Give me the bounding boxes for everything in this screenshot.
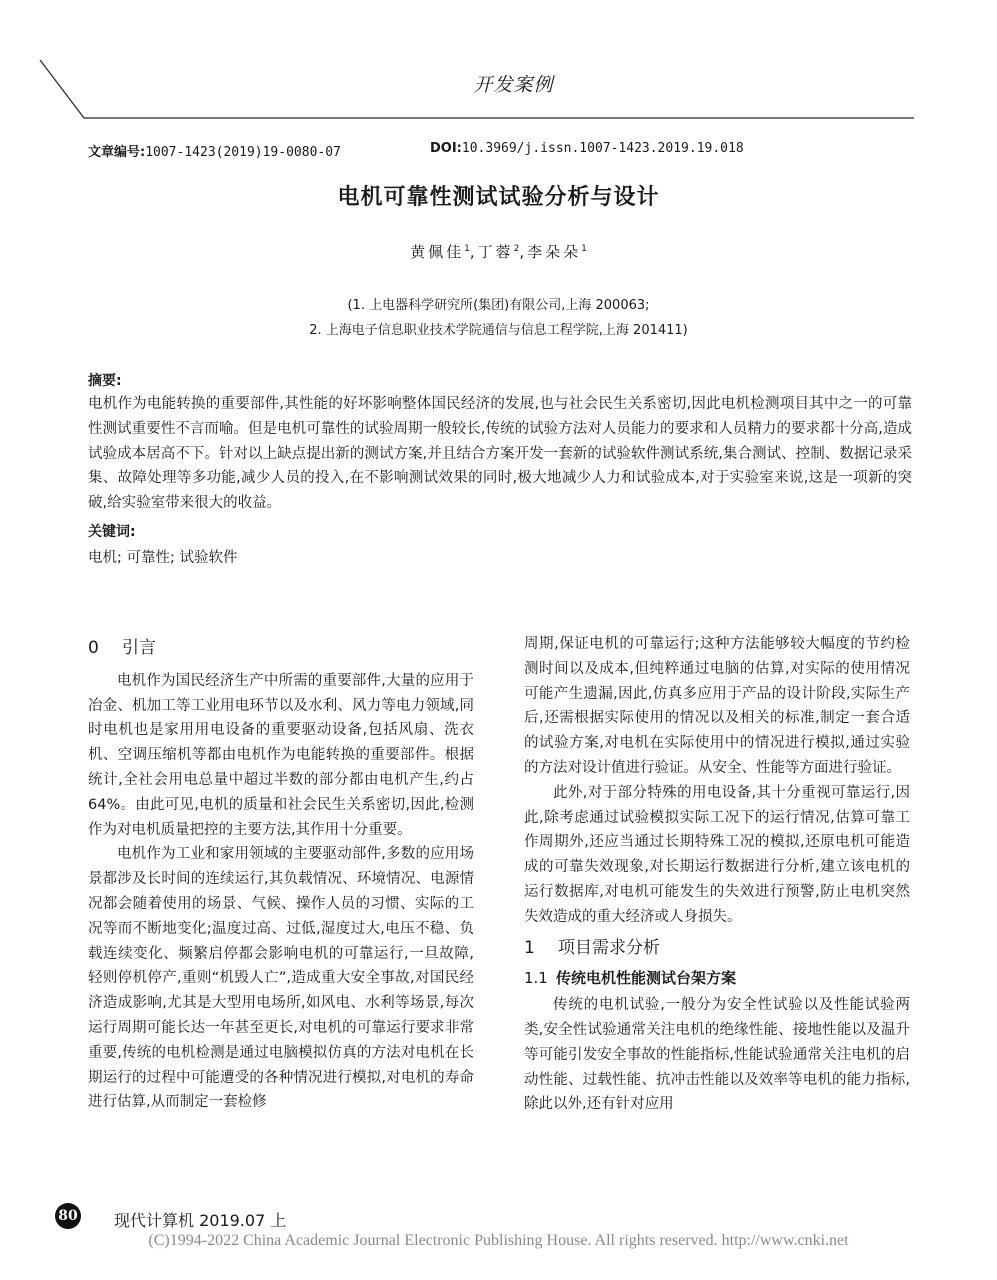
copyright-notice: (C)1994-2022 China Academic Journal Electronic Publishing House. All rights reserved. http://www.cnki.net — [148, 1232, 849, 1249]
abstract-text: 电机作为电能转换的重要部件,其性能的好坏影响整体国民经济的发展,也与社会民生关系密切,因此电机检测项目其中之一的可靠性测试重要性不言而喻。但是电机可靠性的试验周期一般较长,传统的试验方法对人员能力的要求和人员精力的要求都十分高,造成试验成本居高不下。针对以上缺点提出新的测试方案,并且结合方案开发一套新的试验软件测试系统,集合测试、控制、数据记录采集、故障处理等多功能,减少人员的投入,在不影响测试效果的同时,极大地减少人力和试验成本,对于实验室来说,这是一项新的突破,给实验室带来很大的收益。 — [88, 396, 912, 512]
paragraph: 此外,对于部分特殊的用电设备,其十分重视可靠运行,因此,除考虑通过试验模拟实际工况下的运行情况,估算可靠工作周期外,还应当通过长期特殊工况的模拟,还原电机可能造成的可靠失效现象,对长期运行数据进行分析,建立该电机的运行数据库,对电机可能发生的失效进行预警,防止电机突然失效造成的重大经济或人身损失。 — [524, 784, 910, 925]
abstract-label: 摘要: — [88, 373, 122, 389]
article-number — [88, 141, 341, 160]
subsection-number: 1.1 — [524, 969, 548, 988]
subsection-title: 传统电机性能测试台架方案 — [556, 969, 737, 988]
section-title: 项目需求分析 — [558, 937, 660, 958]
author-name: 李朵朵 — [527, 243, 582, 261]
author-list — [0, 241, 997, 262]
paragraph: 电机作为工业和家用领域的主要驱动部件,多数的应用场景都涉及长时间的连续运行,其负载情况、环境情况、电源情况都会随着使用的场景、气候、操作人员的习惯、实际的工况等而不断地变化;温度过高、过低,湿度过大,电压不稳、负载连续变化、频繁启停都会影响电机的可靠运行,一旦故障,轻则停机停产,重则“机毁人亡”,造成重大安全事故,对国民经济造成影响,尤其是大型用电场所,如风电、水利等场景,每次运行周期可能长达一年甚至更长,对电机的可靠运行要求非常重要,传统的电机检测是通过电脑模拟仿真的方法对电机在长期运行的过程中可能遭受的各种情况进行模拟,对电机的寿命进行估算,从而制定一套检修 — [88, 846, 474, 1111]
author-affil-mark: 1 — [581, 244, 587, 254]
affiliation-1: (1. 上电器科学研究所(集团)有限公司,上海 200063; — [347, 298, 650, 313]
author-affil-mark: 1 — [464, 244, 470, 254]
section-number: 1 — [524, 937, 535, 958]
section-heading-1 — [524, 936, 910, 961]
section-heading-intro — [88, 636, 474, 661]
author-affil-mark: 2 — [513, 244, 520, 254]
paragraph-continued: 周期,保证电机的可靠运行;这种方法能够较大幅度的节约检测时间以及成本,但纯粹通过电脑的估算,对实际的使用情况可能产生遗漏,因此,仿真多应用于产品的设计阶段,实际生产后,还需根据实际使用的情况以及相关的标准,制定一套合适的试验方案,对电机在实际使用中的情况进行模拟,通过实验的方法对设计值进行验证。从安全、性能等方面进行验证。 — [524, 636, 910, 776]
keywords-text: 电机; 可靠性; 试验软件 — [88, 550, 238, 566]
keywords-label: 关键词: — [88, 524, 136, 540]
affiliation-2: 2. 上海电子信息职业技术学院通信与信息工程学院,上海 201411) — [309, 323, 688, 338]
left-column — [88, 636, 474, 1115]
author-name: 黄佩佳 — [410, 243, 465, 261]
doi-value: 10.3969/j.issn.1007-1423.2019.19.018 — [461, 141, 744, 156]
paragraph: 电机作为国民经济生产中所需的重要部件,大量的应用于冶金、机加工等工业用电环节以及水利、风力等电力领域,同时电机也是家用用电设备的重要驱动设备,包括风扇、洗衣机、空调压缩机等都由电机作为电能转换的重要部件。根据统计,全社会用电总量中超过半数的部分都由电机产生,约占64%。由此可见,电机的质量和社会民生关系密切,因此,检测作为对电机质量把控的主要方法,其作用十分重要。 — [88, 672, 474, 838]
journal-issue: 现代计算机 2019.07 上 — [114, 1211, 287, 1230]
paper-title: 电机可靠性测试试验分析与设计 — [337, 185, 660, 210]
section-number: 0 — [88, 638, 99, 658]
author-name: 丁蓉 — [477, 243, 514, 261]
subsection-heading-1-1 — [524, 966, 910, 991]
article-number-value: 1007-1423(2019)19-0080-07 — [145, 145, 341, 160]
section-title: 引言 — [122, 638, 156, 658]
section-tag: 开发案例 — [473, 74, 554, 96]
page-number: 80 — [55, 1203, 81, 1229]
paragraph: 传统的电机试验,一般分为安全性试验以及性能试验两类,安全性试验通常关注电机的绝缘性能、接地性能以及温升等可能引发安全事故的性能指标,性能试验通常关注电机的启动性能、过载性能、抗冲击性能以及效率等电机的能力指标,除此以外,还有针对应用 — [524, 997, 910, 1113]
author-separator: , — [519, 243, 528, 261]
right-column — [524, 632, 910, 1117]
doi — [430, 141, 744, 156]
article-number-label: 文章编号: — [88, 145, 146, 160]
author-separator: , — [469, 243, 478, 261]
doi-label: DOI: — [430, 141, 462, 156]
